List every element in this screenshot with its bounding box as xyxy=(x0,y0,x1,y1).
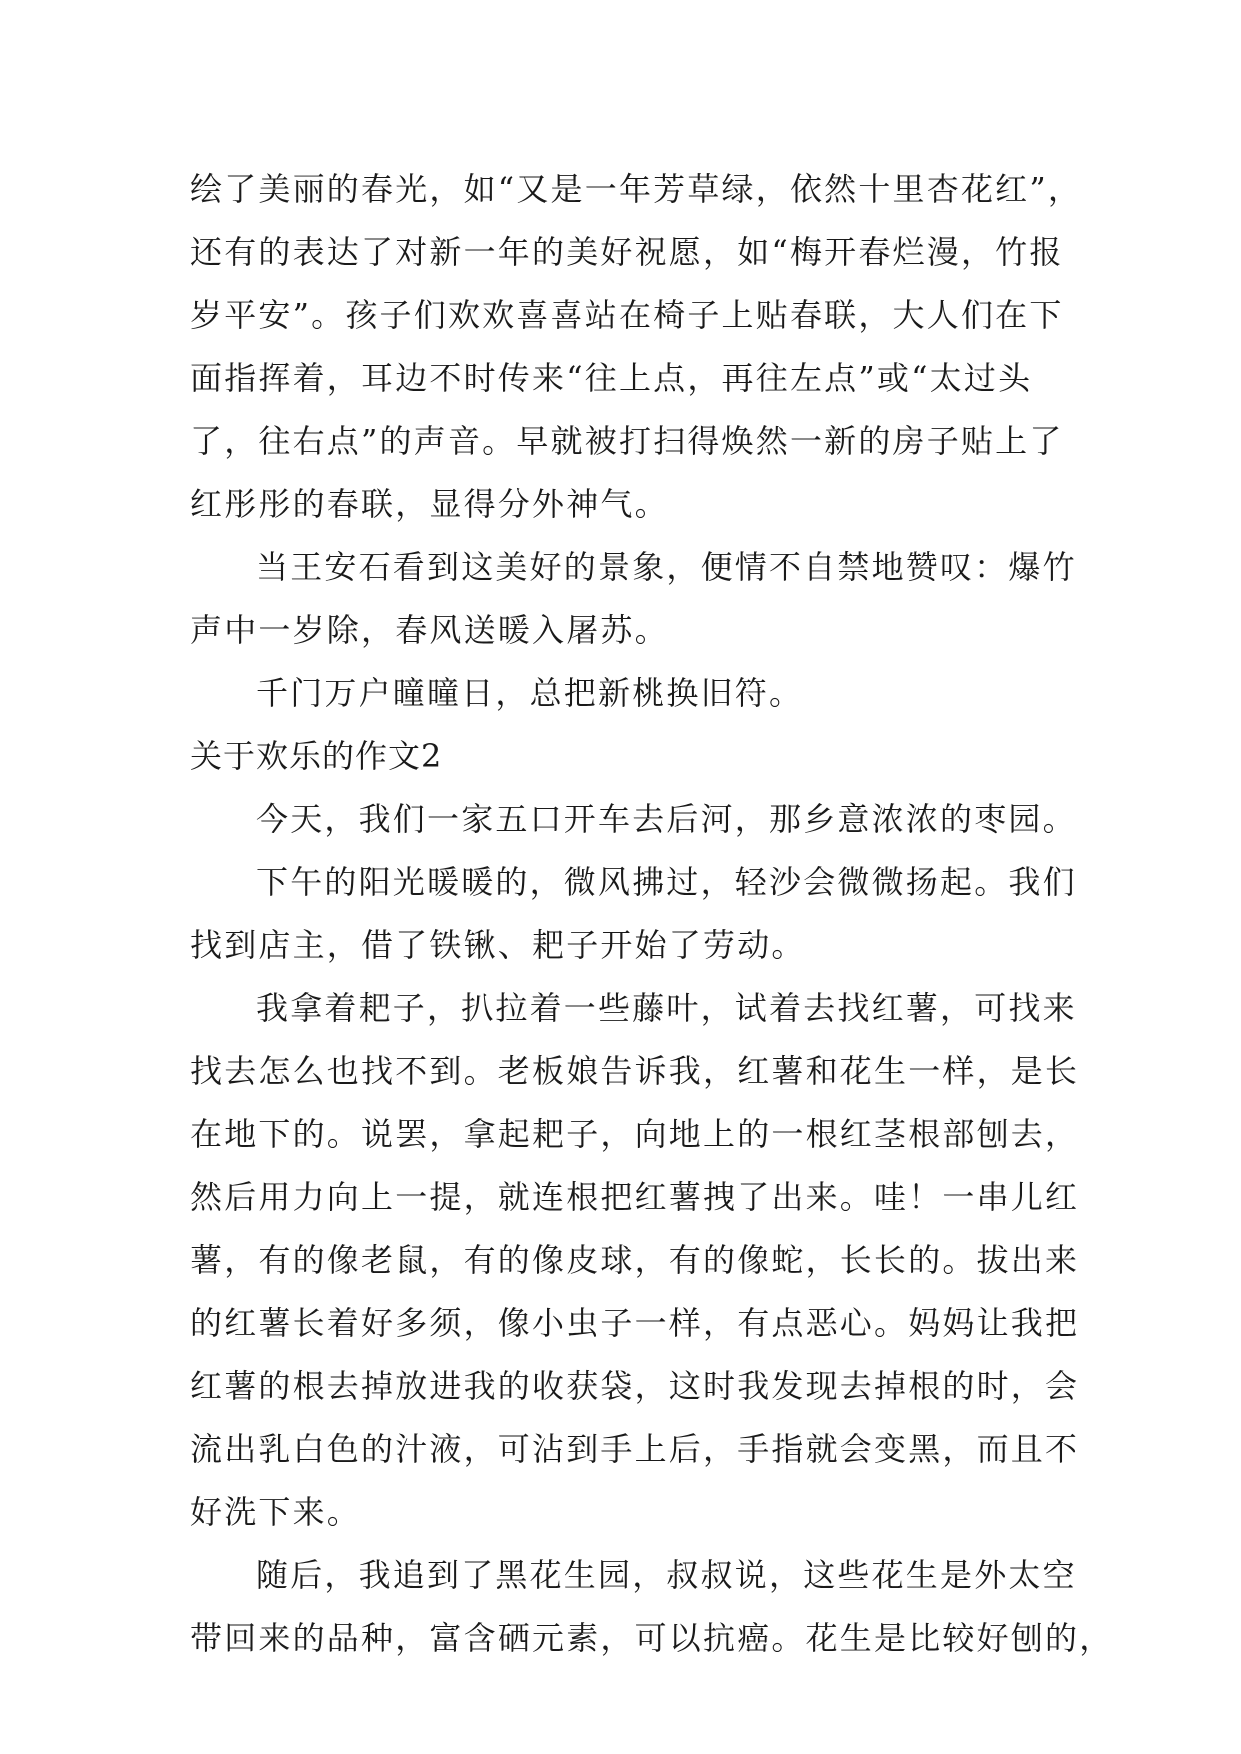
text-line: 找去怎么也找不到。老板娘告诉我，红薯和花生一样，是长 xyxy=(190,1052,1080,1090)
text-line: 带回来的品种，富含硒元素，可以抗癌。花生是比较好刨的， xyxy=(190,1619,1114,1657)
text-line: 岁平安”。孩子们欢欢喜喜站在椅子上贴春联，大人们在下 xyxy=(190,296,1064,334)
text-line: 千门万户曈曈日，总把新桃换旧符。 xyxy=(256,674,804,712)
text-line: 薯，有的像老鼠，有的像皮球，有的像蛇，长长的。拔出来 xyxy=(190,1241,1080,1279)
text-line: 声中一岁除，春风送暖入屠苏。 xyxy=(190,611,669,649)
text-line: 当王安石看到这美好的景象，便情不自禁地赞叹：爆竹 xyxy=(256,548,1077,586)
text-line: 随后，我追到了黑花生园，叔叔说，这些花生是外太空 xyxy=(256,1556,1077,1594)
text-line: 红薯的根去掉放进我的收获袋，这时我发现去掉根的时，会 xyxy=(190,1367,1080,1405)
text-line: 找到店主，借了铁锹、耙子开始了劳动。 xyxy=(190,926,806,964)
text-line: 下午的阳光暖暖的，微风拂过，轻沙会微微扬起。我们 xyxy=(256,863,1077,901)
text-line: 我拿着耙子，扒拉着一些藤叶，试着去找红薯，可找来 xyxy=(256,989,1077,1027)
section-heading: 关于欢乐的作文2 xyxy=(190,737,443,775)
text-line: 好洗下来。 xyxy=(190,1493,362,1531)
text-line: 的红薯长着好多须，像小虫子一样，有点恶心。妈妈让我把 xyxy=(190,1304,1080,1342)
text-line: 在地下的。说罢，拿起耙子，向地上的一根红茎根部刨去， xyxy=(190,1115,1080,1153)
text-line: 绘了美丽的春光，如“又是一年芳草绿，依然十里杏花红”， xyxy=(190,170,1083,208)
text-line: 面指挥着，耳边不时传来“往上点，再往左点”或“太过头 xyxy=(190,359,1033,397)
text-line: 了，往右点”的声音。早就被打扫得焕然一新的房子贴上了 xyxy=(190,422,1064,460)
text-line: 还有的表达了对新一年的美好祝愿，如“梅开春烂漫，竹报 xyxy=(190,233,1064,271)
text-line: 红彤彤的春联，显得分外神气。 xyxy=(190,485,669,523)
document-body xyxy=(190,158,1114,1670)
text-line: 然后用力向上一提，就连根把红薯拽了出来。哇！一串儿红 xyxy=(190,1178,1080,1216)
text-line: 流出乳白色的汁液，可沾到手上后，手指就会变黑，而且不 xyxy=(190,1430,1080,1468)
text-line: 今天，我们一家五口开车去后河，那乡意浓浓的枣园。 xyxy=(256,800,1077,838)
